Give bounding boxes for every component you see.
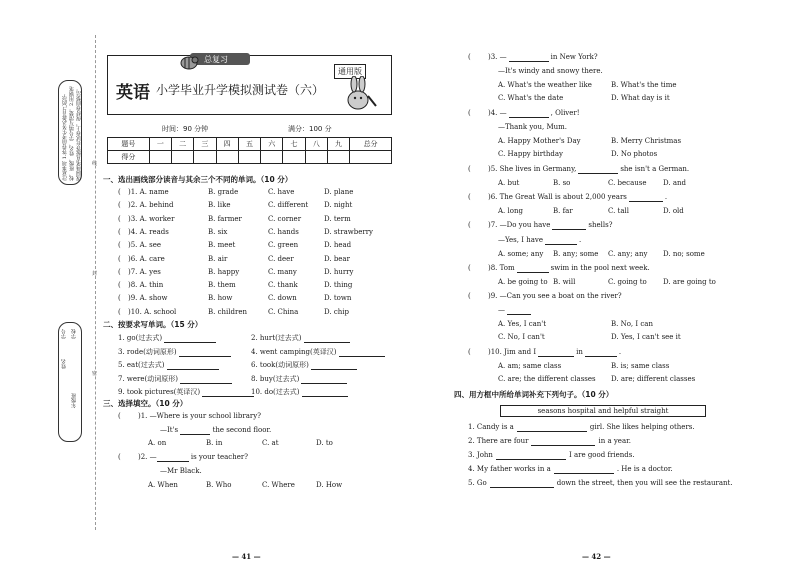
score-input[interactable]	[149, 151, 171, 164]
option-b[interactable]: B. farmer	[208, 214, 242, 223]
id-label: 学号	[61, 329, 67, 339]
option[interactable]: A. Yes, I can't	[498, 320, 547, 328]
binding-line	[95, 35, 96, 530]
option-a[interactable]: )9. A. show	[128, 294, 168, 303]
option[interactable]: D. are; different classes	[611, 375, 696, 383]
option[interactable]: B. is; same class	[611, 362, 670, 370]
option[interactable]: B. so	[553, 179, 571, 187]
option[interactable]: B. in	[206, 439, 223, 447]
answer-blank[interactable]	[490, 480, 554, 488]
section4-title: 四、用方框中所给单词补充下列句子。（10 分）	[454, 390, 614, 399]
answer-blank[interactable]	[552, 222, 586, 230]
score-row-header	[108, 138, 392, 151]
option[interactable]: B. Merry Christmas	[611, 137, 682, 145]
fill-sentence	[468, 450, 635, 460]
score-cell: 九	[327, 138, 349, 151]
answer-blank[interactable]	[531, 438, 595, 446]
question-part: )9. —Can you see a boat on the river?	[488, 292, 622, 300]
section3-title: 三、选择填空。（10 分）	[103, 399, 188, 408]
option[interactable]: B. What's the time	[611, 81, 677, 89]
word-task-label: 4. went camping(英译汉)	[251, 347, 337, 356]
option-b[interactable]: B. meet	[208, 241, 236, 250]
options-row	[498, 80, 723, 102]
option[interactable]: C. any; any	[608, 250, 648, 258]
question-part: in New York?	[550, 53, 598, 61]
paren: (	[468, 348, 471, 356]
question-part: .	[664, 193, 668, 201]
pronunciation-question	[118, 240, 388, 250]
option-d[interactable]: D. night	[324, 201, 353, 210]
question-part: in	[576, 348, 583, 356]
answer-blank[interactable]	[585, 349, 617, 357]
option-c[interactable]: C. China	[268, 307, 299, 316]
option-a[interactable]: )3. A. worker	[128, 214, 175, 223]
option[interactable]: D. are going to	[663, 278, 716, 286]
answer-blank[interactable]	[302, 389, 348, 397]
word-task-label: 1. go(过去式)	[118, 334, 163, 342]
options-row	[498, 178, 723, 188]
word-task-label: 3. rode(动词原形)	[118, 347, 177, 356]
name-label: 姓名	[61, 359, 67, 369]
section1-title: 一、选出画线部分读音与其余三个不同的单词。（10 分）	[103, 175, 293, 184]
paren: (	[468, 193, 471, 201]
sentence-end: down the street, then you will see the restaurant.	[556, 479, 733, 487]
pronunciation-question	[118, 254, 388, 264]
pronunciation-question	[118, 187, 388, 197]
sentence-start: 2. There are four	[468, 437, 529, 445]
score-input[interactable]	[350, 151, 392, 164]
options-row	[498, 206, 723, 216]
answer-blank[interactable]	[164, 335, 216, 343]
paren: (	[118, 227, 121, 236]
option[interactable]: A. long	[498, 207, 523, 215]
paren: (	[118, 254, 121, 263]
score-cell: 得分	[108, 151, 150, 164]
options-row	[498, 136, 723, 158]
option-a[interactable]: )10. A. school	[128, 307, 177, 316]
option[interactable]: B. will	[553, 278, 576, 286]
answer-blank[interactable]	[507, 307, 531, 315]
score-cell: 一	[149, 138, 171, 151]
word-box: seasons hospital and helpful straight	[500, 405, 706, 417]
score-cell: 三	[194, 138, 216, 151]
answer-row	[498, 235, 581, 245]
rabbit-icon	[340, 76, 380, 112]
option[interactable]: B. far	[553, 207, 573, 215]
option-b[interactable]: B. air	[208, 254, 228, 263]
option-d[interactable]: D. hurry	[324, 267, 354, 276]
bind-mark: 密	[92, 371, 98, 377]
question-text	[488, 52, 598, 62]
answer-blank[interactable]	[304, 335, 350, 343]
word-task-label: 8. buy(过去式)	[251, 374, 300, 383]
answer-blank[interactable]	[311, 362, 357, 370]
seal-mark: 封	[92, 271, 98, 277]
option-b[interactable]: B. children	[208, 307, 247, 316]
paren: (	[118, 412, 121, 420]
notes-box	[58, 80, 82, 185]
question-part: )8. Tom	[488, 264, 515, 272]
pronunciation-question	[118, 267, 388, 277]
option[interactable]: B. any; some	[553, 250, 599, 258]
answer-blank[interactable]	[496, 452, 566, 460]
score-cell: 题号	[108, 138, 150, 151]
badge-text: 总复习	[204, 55, 228, 64]
fill-sentence	[468, 422, 695, 432]
option[interactable]: D. What day is it	[611, 94, 670, 102]
option-d[interactable]: D. head	[324, 241, 352, 250]
score-input[interactable]	[305, 151, 327, 164]
option[interactable]: D. to	[316, 439, 333, 447]
q1-answer: —It's	[160, 426, 179, 434]
question-part: )7. —Do you have	[488, 221, 551, 229]
option-b[interactable]: B. them	[208, 281, 236, 290]
options-row	[498, 277, 723, 287]
option[interactable]: D. old	[663, 207, 684, 215]
sentence-start: 4. My father works in a	[468, 465, 551, 473]
option[interactable]: C. What's the date	[498, 94, 564, 102]
option[interactable]: A. What's the weather like	[498, 81, 592, 89]
notes-text: 注意事项 1.答卷前考生务必将自己的学校、班级、姓名、学号填写清楚。2.用钢笔或圆珠笔直接答在试卷上，保持卷面整洁。	[62, 86, 82, 181]
score-info: 满分：100 分	[288, 125, 332, 133]
option-a[interactable]: )4. A. reads	[128, 227, 169, 236]
word-task-label: 9. took pictures(英译汉)	[118, 388, 201, 396]
word-task	[118, 374, 232, 384]
option-b[interactable]: B. how	[208, 294, 233, 303]
sentence-end: I are good friends.	[568, 451, 635, 459]
option[interactable]: C. No, I can't	[498, 333, 545, 341]
option[interactable]: C. at	[262, 439, 279, 447]
option[interactable]: A. be going to	[498, 278, 548, 286]
sentence-end: in a year.	[598, 437, 631, 445]
paren: (	[468, 53, 471, 61]
q1-answer-tail: the second floor.	[212, 426, 272, 434]
q2-q-end: is your teacher?	[190, 453, 248, 461]
option-a[interactable]: )2. A. behind	[128, 201, 174, 210]
sentence-end: . He is a doctor.	[616, 465, 673, 473]
option-c[interactable]: C. hands	[268, 227, 299, 236]
question-part: )4. —	[488, 109, 507, 117]
paren: (	[118, 281, 121, 290]
answer-blank[interactable]	[554, 466, 614, 474]
word-task	[118, 387, 254, 397]
exam-title: 小学毕业升学模拟测试卷（六）	[156, 83, 325, 97]
paren: (	[118, 294, 121, 303]
fill-sentence	[468, 464, 673, 474]
option[interactable]: D. How	[316, 481, 343, 489]
pronunciation-question	[118, 293, 388, 303]
pronunciation-question	[118, 307, 388, 317]
paren: (	[118, 267, 121, 276]
option-b[interactable]: B. like	[208, 201, 231, 210]
question-text	[488, 192, 667, 202]
option-d[interactable]: D. town	[324, 294, 352, 303]
option[interactable]: C. because	[608, 179, 647, 187]
option-c[interactable]: C. corner	[268, 214, 302, 223]
option-c[interactable]: C. deer	[268, 254, 294, 263]
answer-blank[interactable]	[509, 110, 549, 118]
option[interactable]: A. Happy Mother's Day	[498, 137, 581, 145]
question-text	[488, 220, 612, 230]
score-row-values	[108, 151, 392, 164]
sentence-start: 5. Go	[468, 479, 487, 487]
option-a[interactable]: )5. A. see	[128, 241, 162, 250]
answer-row	[498, 66, 603, 76]
question-part: swim in the pool next week.	[550, 264, 650, 272]
option-c[interactable]: C. different	[268, 201, 309, 210]
option[interactable]: A. When	[148, 481, 178, 489]
option[interactable]: A. am; same class	[498, 362, 562, 370]
paren: (	[118, 453, 121, 461]
fill-sentence	[468, 478, 733, 488]
score-input[interactable]	[238, 151, 260, 164]
page-number-left: — 41 —	[232, 552, 261, 561]
word-task	[251, 347, 385, 357]
sentence-end: girl. She likes helping others.	[589, 423, 695, 431]
section2-title: 二、按要求写单词。（15 分）	[103, 320, 203, 329]
answer-part: —It's windy and snowy there.	[498, 67, 603, 75]
answer-blank[interactable]	[578, 166, 618, 174]
option-d[interactable]: D. bear	[324, 254, 350, 263]
score-table	[107, 137, 392, 164]
question-part: , Oliver!	[550, 109, 580, 117]
pronunciation-question	[118, 280, 388, 290]
score-input[interactable]	[261, 151, 283, 164]
question-text	[488, 291, 622, 301]
option-a[interactable]: )7. A. yes	[128, 267, 161, 276]
word-task	[118, 333, 216, 343]
bee-icon	[178, 50, 200, 72]
score-cell: 五	[238, 138, 260, 151]
score-input[interactable]	[194, 151, 216, 164]
paren: (	[118, 188, 121, 196]
question-part: )3. —	[488, 53, 507, 61]
answer-blank[interactable]	[301, 376, 347, 384]
answer-blank[interactable]	[179, 349, 231, 357]
paren: (	[118, 201, 121, 210]
class-label: 年级班	[71, 393, 77, 408]
question-part: )6. The Great Wall is about 2,000 years	[488, 193, 627, 201]
paren: (	[118, 307, 121, 316]
answer-blank[interactable]	[202, 389, 254, 397]
question-text	[488, 108, 580, 118]
paren: (	[468, 109, 471, 117]
answer-part: —Yes, I have	[498, 236, 543, 244]
options-row	[498, 249, 723, 259]
answer-part: —Thank you, Mum.	[498, 123, 567, 131]
option-b[interactable]: B. grade	[208, 188, 239, 196]
option-c[interactable]: C. many	[268, 267, 297, 276]
word-task-label: 7. were(动词原形)	[118, 374, 178, 383]
fill-sentence	[468, 436, 631, 446]
score-cell: 七	[283, 138, 305, 151]
score-cell: 八	[305, 138, 327, 151]
answer-row	[498, 305, 533, 315]
answer-row	[498, 122, 567, 132]
q1-question: )1. —Where is your school library?	[138, 412, 261, 420]
q2-question	[138, 452, 248, 462]
option[interactable]: C. Happy birthday	[498, 150, 563, 158]
sentence-start: 3. John	[468, 451, 493, 459]
answer-blank[interactable]	[517, 424, 587, 432]
edition-tag: 通用版	[334, 64, 366, 79]
word-task	[251, 387, 348, 397]
option[interactable]: D. Yes, I can't see it	[611, 333, 681, 341]
option[interactable]: C. going to	[608, 278, 647, 286]
answer-blank[interactable]	[509, 54, 549, 62]
option[interactable]: C. are; the different classes	[498, 375, 596, 383]
options-row	[498, 319, 723, 341]
score-input[interactable]	[172, 151, 194, 164]
question-part: she isn't a German.	[620, 165, 690, 173]
question-part: .	[618, 348, 622, 356]
line-mark: 线	[92, 161, 98, 167]
question-text	[488, 263, 650, 273]
paren: (	[468, 221, 471, 229]
score-cell: 二	[172, 138, 194, 151]
question-part: )10. Jim and I	[488, 348, 537, 356]
word-task	[251, 360, 357, 370]
score-input[interactable]	[327, 151, 349, 164]
question-part: )5. She lives in Germany,	[488, 165, 577, 173]
page-number-right: — 42 —	[582, 552, 611, 561]
sentence-start: 1. Candy is a	[468, 423, 514, 431]
score-cell: 总分	[350, 138, 392, 151]
q1-answer-row	[160, 425, 271, 435]
option[interactable]: A. on	[148, 439, 167, 447]
word-task	[118, 360, 219, 370]
option-b[interactable]: B. happy	[208, 267, 240, 276]
answer-part: —	[498, 306, 505, 314]
subject-title: 英语	[116, 83, 150, 103]
word-task-label: 5. eat(过去式)	[118, 361, 165, 369]
pronunciation-question	[118, 214, 388, 224]
option-d[interactable]: D. term	[324, 214, 351, 223]
options-row	[498, 361, 723, 383]
word-task-label: 2. hurt(过去式)	[251, 334, 302, 342]
word-task	[251, 374, 347, 384]
time-info: 时间：90 分钟	[162, 125, 209, 133]
option-b[interactable]: B. six	[208, 227, 228, 236]
word-task	[118, 347, 231, 357]
word-task-label: 10. do(过去式)	[251, 388, 300, 396]
paren: (	[118, 214, 121, 223]
score-input[interactable]	[283, 151, 305, 164]
pronunciation-question	[118, 200, 388, 210]
pronunciation-question	[118, 227, 388, 237]
exam-header	[107, 55, 392, 115]
option[interactable]: D. No photos	[611, 150, 658, 158]
option[interactable]: C. tall	[608, 207, 630, 215]
answer-part: .	[578, 236, 582, 244]
word-task	[251, 333, 350, 343]
option[interactable]: A. some; any	[498, 250, 544, 258]
answer-blank[interactable]	[180, 376, 232, 384]
school-label: 学校	[71, 329, 77, 339]
question-text	[488, 347, 621, 357]
answer-blank[interactable]	[339, 349, 385, 357]
paren: (	[468, 165, 471, 173]
q2-answer: —Mr Black.	[160, 467, 202, 475]
option[interactable]: D. and	[663, 179, 686, 187]
paren: (	[468, 264, 471, 272]
question-text	[488, 164, 689, 174]
option[interactable]: B. No, I can	[611, 320, 653, 328]
paren: (	[118, 241, 121, 250]
q1-options	[148, 438, 388, 448]
q2-q-start: )2. —	[138, 453, 157, 461]
word-task-label: 6. took(动词原形)	[251, 361, 309, 369]
option[interactable]: C. Where	[262, 481, 295, 489]
option[interactable]: A. but	[498, 179, 520, 187]
question-part: shells?	[588, 221, 613, 229]
option-c[interactable]: C. have	[268, 188, 295, 196]
option-d[interactable]: D. thing	[324, 281, 353, 290]
score-input[interactable]	[216, 151, 238, 164]
option-d[interactable]: D. plane	[324, 188, 354, 196]
student-info-box	[58, 322, 82, 442]
answer-blank[interactable]	[167, 362, 219, 370]
answer-blank[interactable]	[157, 454, 189, 462]
option-c[interactable]: C. thank	[268, 281, 298, 290]
answer-blank[interactable]	[545, 237, 577, 245]
option-a[interactable]: )6. A. care	[128, 254, 165, 263]
option[interactable]: B. Who	[206, 481, 232, 489]
paren: (	[468, 292, 471, 300]
option-c[interactable]: C. green	[268, 241, 299, 250]
answer-blank[interactable]	[517, 265, 549, 273]
score-cell: 四	[216, 138, 238, 151]
option-d[interactable]: D. chip	[324, 307, 349, 316]
option-d[interactable]: D. strawberry	[324, 227, 373, 236]
option-a[interactable]: )1. A. name	[128, 188, 169, 196]
answer-blank[interactable]	[538, 349, 574, 357]
option[interactable]: D. no; some	[663, 250, 705, 258]
score-cell: 六	[261, 138, 283, 151]
option-a[interactable]: )8. A. thin	[128, 281, 164, 290]
answer-blank[interactable]	[180, 427, 210, 435]
option-c[interactable]: C. down	[268, 294, 297, 303]
q2-options	[148, 480, 388, 490]
answer-blank[interactable]	[629, 194, 663, 202]
